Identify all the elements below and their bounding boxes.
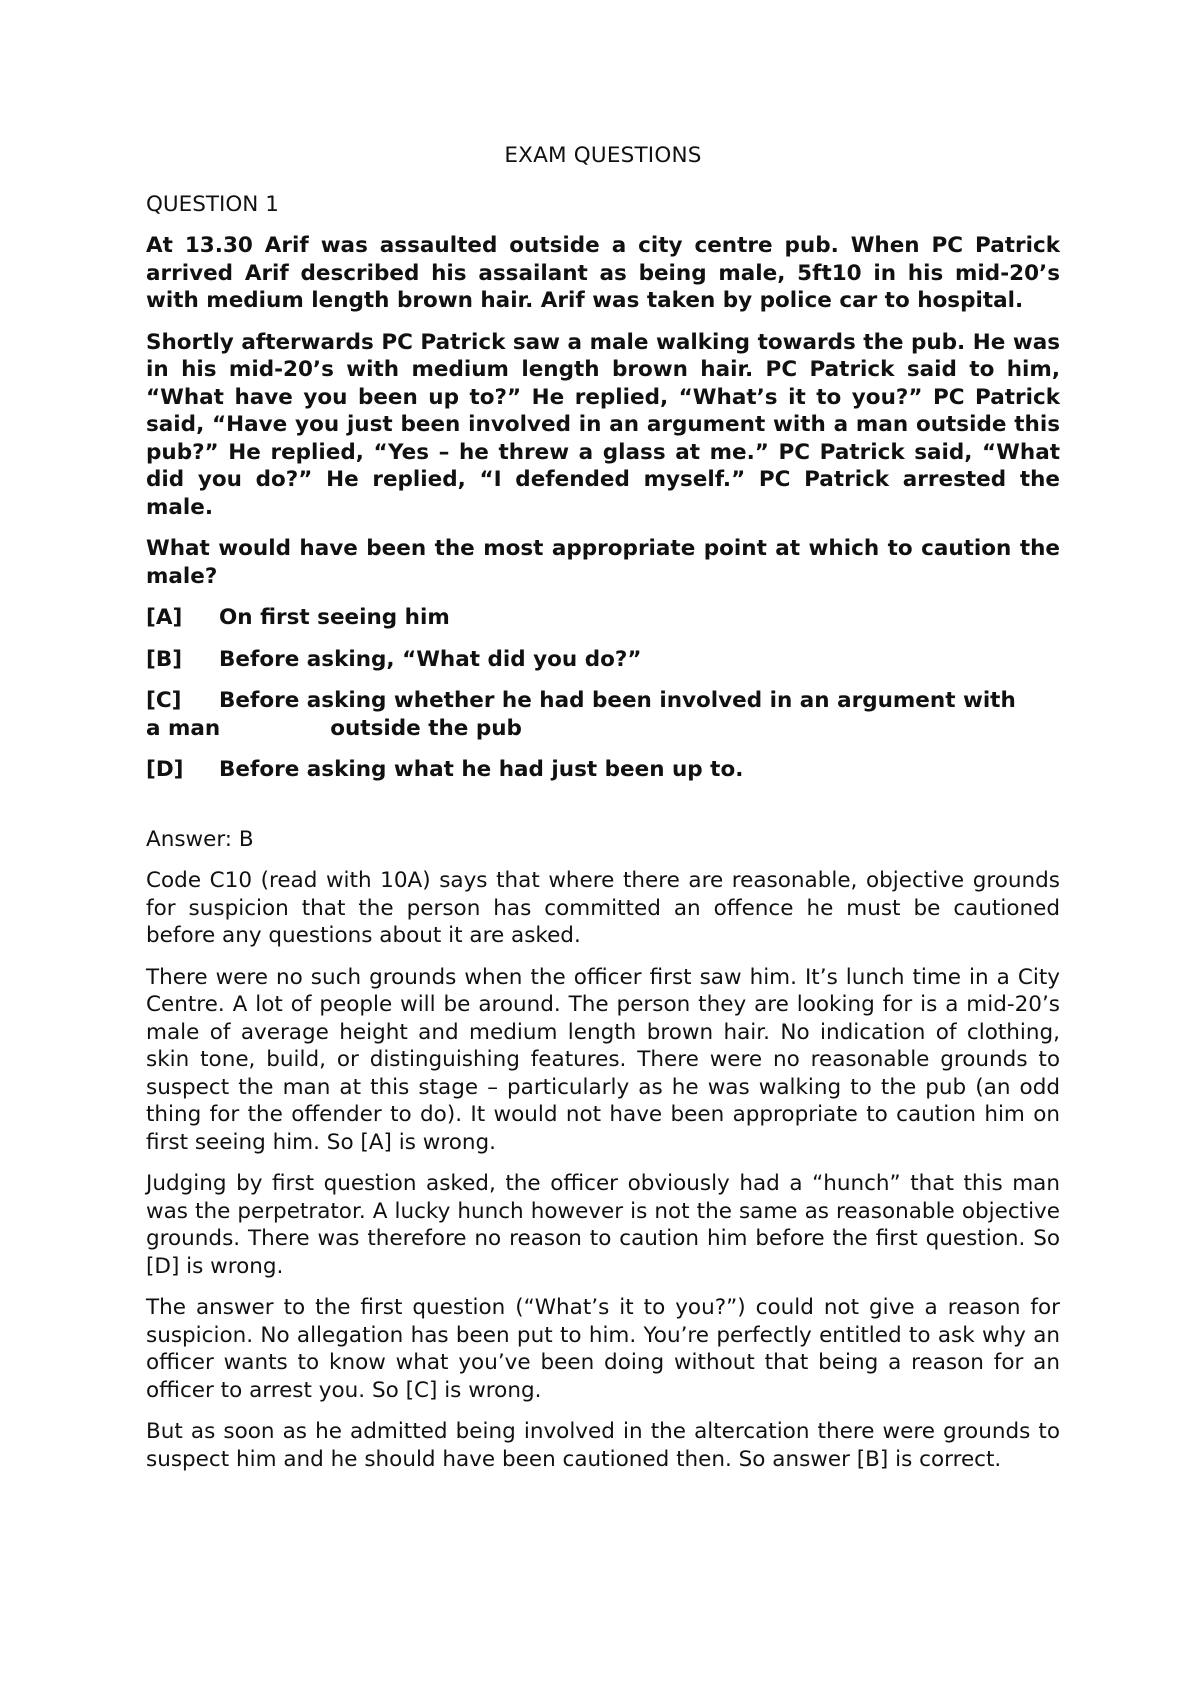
option-text: On first seeing him <box>219 605 450 630</box>
option-text: Before asking whether he had been involved in an argument with <box>219 688 1016 713</box>
option-key: [C] <box>146 688 182 713</box>
option-d <box>146 756 1060 784</box>
scenario-paragraph-1: At 13.30 Arif was assaulted outside a city centre pub. When PC Patrick arrived Arif described his assailant as being male, 5ft10 in his mid-20’s with medium length brown hair. Arif was taken by police car to hospital. <box>146 233 1060 313</box>
option-key: [B] <box>146 646 183 672</box>
option-text: Before asking, “What did you do?” <box>219 646 642 672</box>
explanation-paragraph-1: Code C10 (read with 10A) says that where there are reasonable, objective grounds for suspicion that the person has committed an offence he must be cautioned before any questions about it are asked. <box>146 868 1060 948</box>
option-key: [D] <box>146 757 184 782</box>
question-text: What would have been the most appropriate point at which to caution the male? <box>146 536 1060 589</box>
option-text: Before asking what he had just been up to. <box>219 757 744 782</box>
option-c <box>146 687 1060 742</box>
option-text-continued: a man <box>146 715 221 741</box>
explanation-paragraph-2: There were no such grounds when the officer first saw him. It’s lunch time in a City Centre. A lot of people will be around. The person they are looking for is a mid-20’s male of average height and medium length brown hair. No indication of clothing, skin tone, build, or distinguishing features. There were no reasonable grounds to suspect the man at this stage – particularly as he was walking to the pub (an odd thing for the offender to do). It would not have been appropriate to caution him on first seeing him. So [A] is wrong. <box>146 964 1060 1155</box>
answer-line: Answer: B <box>146 826 254 852</box>
scenario-paragraph-2: Shortly afterwards PC Patrick saw a male walking towards the pub. He was in his mid-20’s with medium length brown hair. PC Patrick said to him, “What have you been up to?” He replied, “What’s it to you?” PC Patrick said, “Have you just been involved in an argument with a man outside this pub?” He replied, “Yes – he threw a glass at me.” PC Patrick said, “What did you do?” He replied, “I defended myself.” PC Patrick arrested the male. <box>146 329 1060 520</box>
document-page <box>146 142 1060 1487</box>
explanation-paragraph-4: The answer to the first question (“What’s it to you?”) could not give a reason for suspicion. No allegation has been put to him. You’re perfectly entitled to ask why an officer wants to know what you’ve been doing without that being a reason for an officer to arrest you. So [C] is wrong. <box>146 1295 1060 1403</box>
explanation-paragraph-3: Judging by first question asked, the officer obviously had a “hunch” that this man was the perpetrator. A lucky hunch however is not the same as reasonable objective grounds. There was therefore no reason to caution him before the first question. So [D] is wrong. <box>146 1171 1060 1279</box>
option-b <box>146 646 1060 674</box>
question-label: QUESTION 1 <box>146 191 279 217</box>
option-text-continued-2: outside the pub <box>330 715 522 741</box>
explanation-paragraph-5: But as soon as he admitted being involved in the altercation there were grounds to suspect him and he should have been cautioned then. So answer [B] is correct. <box>146 1419 1060 1472</box>
page-title: EXAM QUESTIONS <box>504 143 702 168</box>
option-key: [A] <box>146 605 183 630</box>
option-a <box>146 604 1060 632</box>
